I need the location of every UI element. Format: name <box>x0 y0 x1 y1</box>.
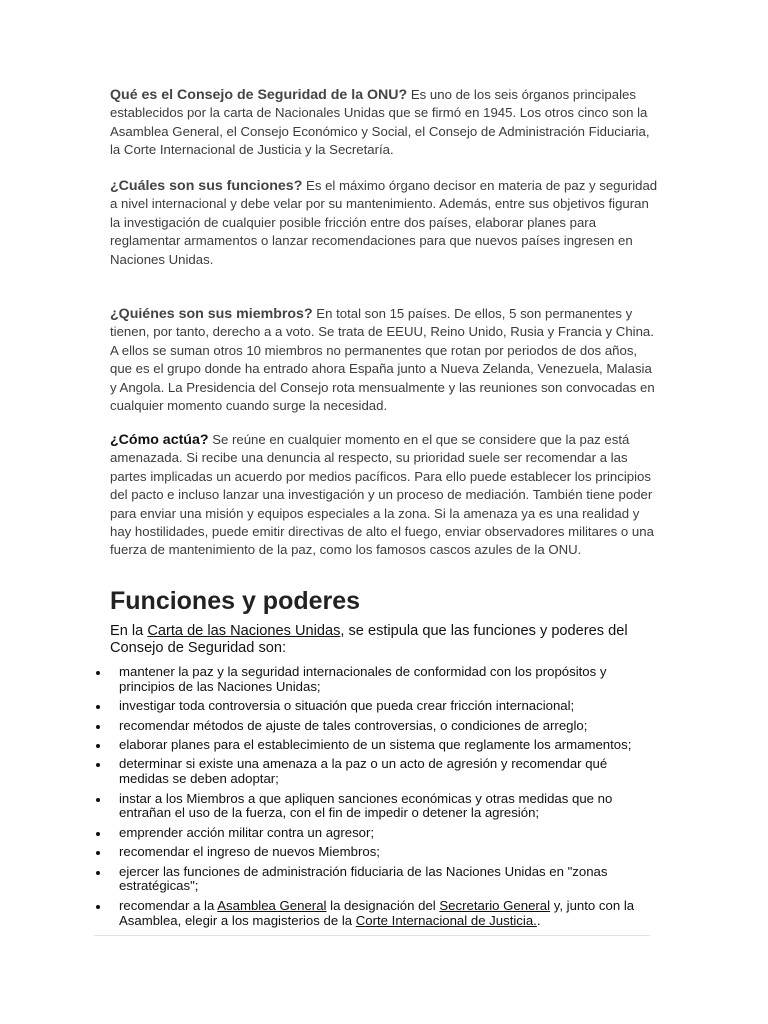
list-item: emprender acción militar contra un agresor; <box>92 826 652 841</box>
qa-what-is <box>110 86 660 160</box>
bullet-icon <box>96 744 100 748</box>
secretary-general-link[interactable]: Secretario General <box>439 897 551 913</box>
powers-list <box>92 665 652 933</box>
question-what-is: Qué es el Consejo de Seguridad de la ONU? <box>110 87 408 103</box>
bullet-icon <box>96 725 100 729</box>
answer-what-is: Es uno de los seis órganos principales establecidos por la carta de Nacionales Unidas que se firmó en 1945. Los otros cinco son la Asamblea General, el Consejo Económico y Social, el Consejo de Administración Fiduciaria, la Corte Internacional de Justicia y la Secretaría. <box>110 87 650 158</box>
bullet-icon <box>96 905 100 909</box>
international-court-link[interactable]: Corte Internacional de Justicia. <box>355 912 537 928</box>
intro-text-after: , se estipula que las funciones y poderes del Consejo de Seguridad son: <box>110 623 628 656</box>
list-item: mantener la paz y la seguridad internacionales de conformidad con los propósitos y principios de las Naciones Unidas; <box>92 665 652 695</box>
bullet-icon <box>96 763 100 767</box>
list-item: ejercer las funciones de administración fiduciaria de las Naciones Unidas en "zonas estratégicas"; <box>92 865 652 895</box>
list-item: recomendar métodos de ajuste de tales controversias, o condiciones de arreglo; <box>92 719 652 734</box>
question-functions: ¿Cuáles son sus funciones? <box>110 178 303 194</box>
list-item: investigar toda controversia o situación que pueda crear fricción internacional; <box>92 699 652 714</box>
answer-how-it-acts: Se reúne en cualquier momento en el que se considere que la paz está amenazada. Si recibe una denuncia al respecto, su prioridad suele ser recomendar a las partes implicadas un acuerdo por medios pacíficos. Para ello puede establecer los principios del pacto e incluso lanzar una investigación y un proceso de mediación. También tiene poder para enviar una misión y equipos especiales a la zona. Si la amenaza ya es una realidad y hay hostilidades, puede emitir directivas de alto el fuego, enviar observadores militares o una fuerza de mantenimiento de la paz, como los famosos cascos azules de la ONU. <box>110 432 654 558</box>
qa-members <box>110 305 660 415</box>
list-item: elaborar planes para el establecimiento de un sistema que reglamente los armamentos; <box>92 738 652 753</box>
bullet-icon <box>96 851 100 855</box>
list-item: recomendar el ingreso de nuevos Miembros; <box>92 845 652 860</box>
intro-text-before: En la <box>110 623 148 639</box>
general-assembly-link[interactable]: Asamblea General <box>217 897 327 913</box>
list-item: instar a los Miembros a que apliquen sanciones económicas y otras medidas que no entrañan el uso de la fuerza, con el fin de impedir o detener la agresión; <box>92 792 652 822</box>
divider <box>94 935 650 936</box>
bullet-icon <box>96 832 100 836</box>
answer-functions: Es el máximo órgano decisor en materia de paz y seguridad a nivel internacional y debe velar por su mantenimiento. Además, entre sus objetivos figuran la investigación de cualquier posible fricción entre dos países, elaborar planes para reglamentar armamentos o lanzar recomendaciones para que nuevos países ingresen en Naciones Unidas. <box>110 178 658 267</box>
list-item: determinar si existe una amenaza a la paz o un acto de agresión y recomendar qué medidas se deben adoptar; <box>92 757 652 787</box>
question-how-it-acts: ¿Cómo actúa? <box>110 432 209 448</box>
section-intro <box>110 623 650 656</box>
bullet-icon <box>96 705 100 709</box>
qa-functions <box>110 177 660 269</box>
section-heading: Funciones y poderes <box>110 587 361 615</box>
charter-link[interactable]: Carta de las Naciones Unidas <box>147 623 341 639</box>
answer-members: En total son 15 países. De ellos, 5 son permanentes y tienen, por tanto, derecho a a voto. Se trata de EEUU, Reino Unido, Rusia y Francia y China. A ellos se suman otros 10 miembros no permanentes que rotan por periodos de dos años, que es el grupo donde ha entrado ahora España junto a Nueva Zelanda, Venezuela, Malasia y Angola. La Presidencia del Consejo rota mensualmente y las reuniones son convocadas en cualquier momento cuando surge la necesidad. <box>110 306 655 414</box>
list-item: recomendar a la Asamblea General la designación del Secretario General y, junto con la Asamblea, elegir a los magisterios de la Corte Internacional de Justicia.. <box>92 899 652 929</box>
question-members: ¿Quiénes son sus miembros? <box>110 306 313 322</box>
bullet-icon <box>96 671 100 675</box>
qa-how-it-acts <box>110 431 660 560</box>
bullet-icon <box>96 798 100 802</box>
bullet-icon <box>96 871 100 875</box>
